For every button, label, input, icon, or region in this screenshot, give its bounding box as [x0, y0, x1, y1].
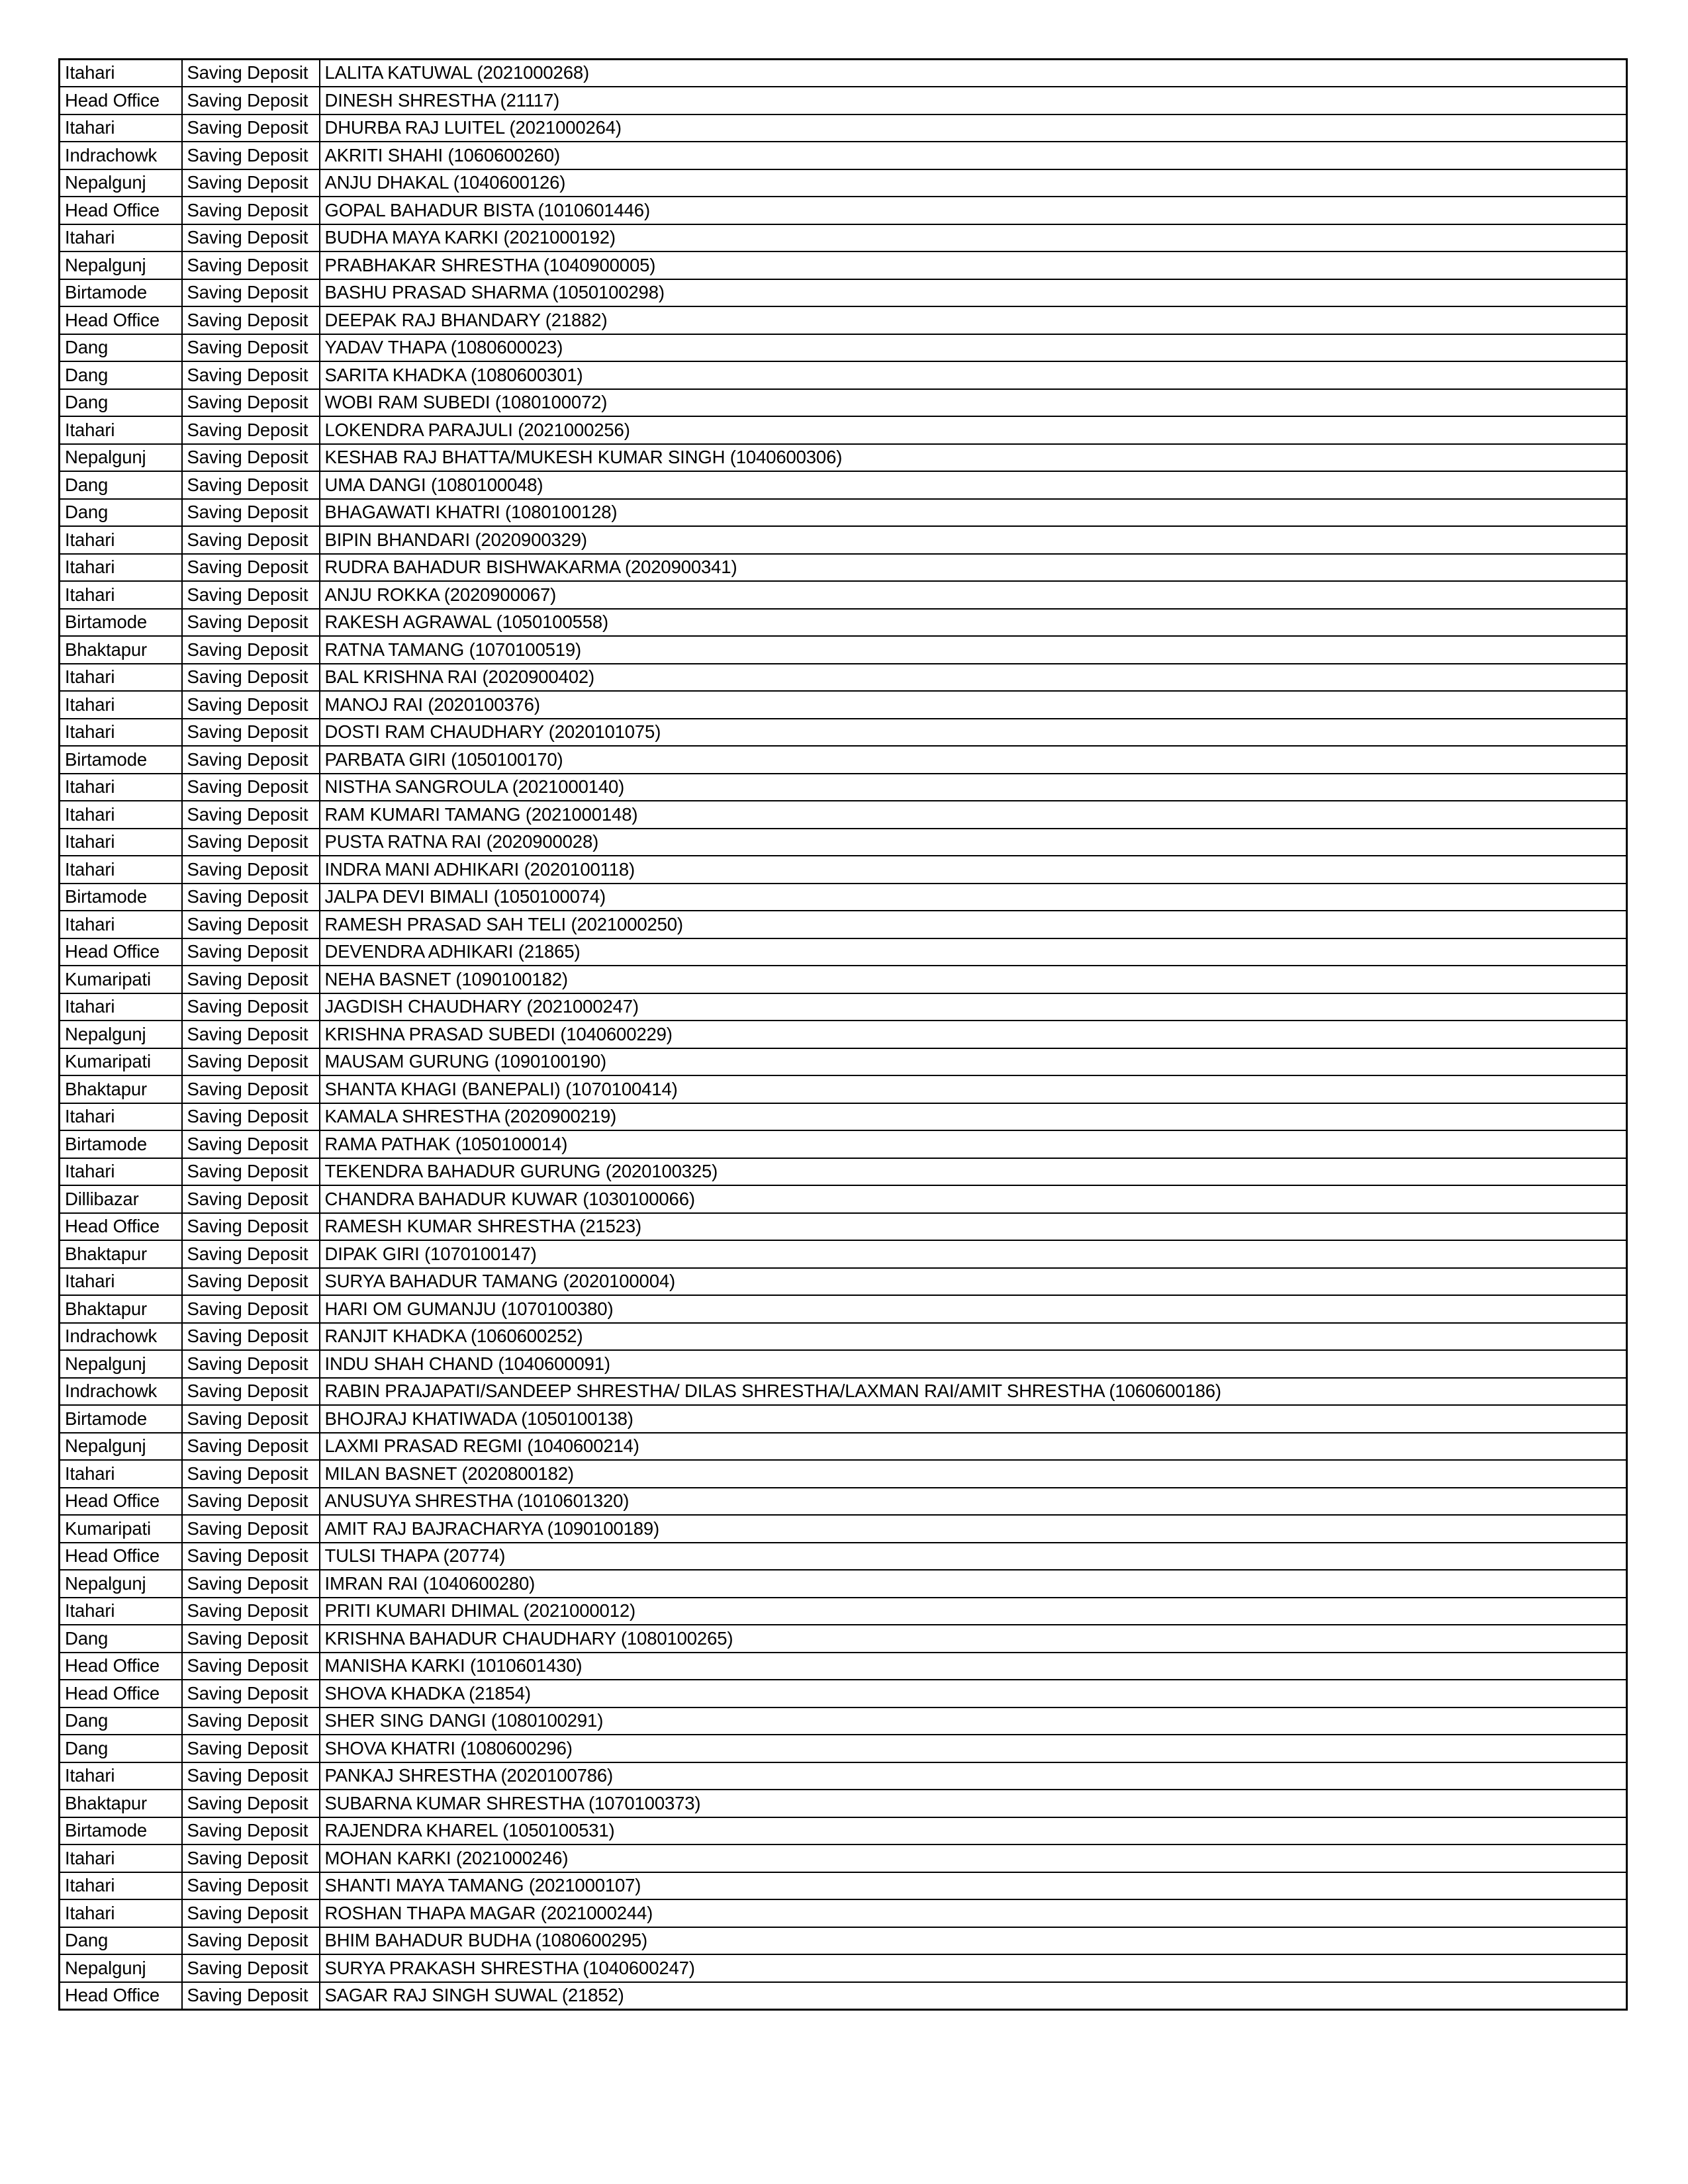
table-row — [60, 746, 1627, 774]
cell-product: Saving Deposit — [182, 306, 320, 334]
table-row — [60, 856, 1627, 884]
cell-branch: Nepalgunj — [60, 1021, 182, 1048]
cell-account-holder: BHIM BAHADUR BUDHA (1080600295) — [320, 1927, 1627, 1955]
cell-branch: Itahari — [60, 416, 182, 444]
cell-account-holder: RAMESH KUMAR SHRESTHA (21523) — [320, 1213, 1627, 1241]
table-row — [60, 251, 1627, 279]
cell-account-holder: BAL KRISHNA RAI (2020900402) — [320, 664, 1627, 692]
cell-account-holder: UMA DANGI (1080100048) — [320, 471, 1627, 499]
cell-account-holder: SHER SING DANGI (1080100291) — [320, 1707, 1627, 1735]
cell-branch: Kumaripati — [60, 966, 182, 993]
cell-branch: Head Office — [60, 1543, 182, 1570]
cell-account-holder: DEVENDRA ADHIKARI (21865) — [320, 938, 1627, 966]
cell-product: Saving Deposit — [182, 1954, 320, 1982]
table-row — [60, 224, 1627, 252]
cell-product: Saving Deposit — [182, 636, 320, 664]
cell-branch: Birtamode — [60, 279, 182, 307]
cell-account-holder: ANJU ROKKA (2020900067) — [320, 581, 1627, 609]
table-row — [60, 1570, 1627, 1598]
table-row — [60, 801, 1627, 829]
cell-account-holder: BASHU PRASAD SHARMA (1050100298) — [320, 279, 1627, 307]
cell-branch: Bhaktapur — [60, 1790, 182, 1817]
cell-account-holder: RAMESH PRASAD SAH TELI (2021000250) — [320, 911, 1627, 938]
cell-branch: Dang — [60, 361, 182, 389]
table-row — [60, 1158, 1627, 1186]
table-row — [60, 993, 1627, 1021]
table-row — [60, 1954, 1627, 1982]
cell-account-holder: MILAN BASNET (2020800182) — [320, 1460, 1627, 1488]
cell-product: Saving Deposit — [182, 499, 320, 527]
cell-product: Saving Deposit — [182, 169, 320, 197]
cell-product: Saving Deposit — [182, 1844, 320, 1872]
cell-product: Saving Deposit — [182, 1405, 320, 1433]
cell-product: Saving Deposit — [182, 1982, 320, 2010]
cell-product: Saving Deposit — [182, 1570, 320, 1598]
cell-account-holder: MANISHA KARKI (1010601430) — [320, 1653, 1627, 1680]
table-row — [60, 1653, 1627, 1680]
table-row — [60, 1213, 1627, 1241]
cell-account-holder: SHANTI MAYA TAMANG (2021000107) — [320, 1872, 1627, 1900]
cell-product: Saving Deposit — [182, 1021, 320, 1048]
cell-account-holder: ANJU DHAKAL (1040600126) — [320, 169, 1627, 197]
cell-branch: Head Office — [60, 197, 182, 224]
table-row — [60, 1872, 1627, 1900]
cell-product: Saving Deposit — [182, 416, 320, 444]
cell-product: Saving Deposit — [182, 966, 320, 993]
cell-branch: Head Office — [60, 1982, 182, 2010]
cell-branch: Itahari — [60, 1103, 182, 1131]
cell-account-holder: RAMA PATHAK (1050100014) — [320, 1130, 1627, 1158]
cell-account-holder: CHANDRA BAHADUR KUWAR (1030100066) — [320, 1185, 1627, 1213]
cell-product: Saving Deposit — [182, 719, 320, 747]
cell-product: Saving Deposit — [182, 911, 320, 938]
cell-product: Saving Deposit — [182, 444, 320, 472]
cell-branch: Head Office — [60, 306, 182, 334]
cell-account-holder: DINESH SHRESTHA (21117) — [320, 87, 1627, 114]
cell-product: Saving Deposit — [182, 1295, 320, 1323]
cell-branch: Itahari — [60, 60, 182, 87]
table-row — [60, 279, 1627, 307]
cell-account-holder: MANOJ RAI (2020100376) — [320, 691, 1627, 719]
cell-product: Saving Deposit — [182, 471, 320, 499]
cell-account-holder: SURYA PRAKASH SHRESTHA (1040600247) — [320, 1954, 1627, 1982]
cell-branch: Birtamode — [60, 1130, 182, 1158]
cell-product: Saving Deposit — [182, 1130, 320, 1158]
cell-account-holder: INDU SHAH CHAND (1040600091) — [320, 1350, 1627, 1378]
table-row — [60, 1021, 1627, 1048]
cell-account-holder: PRITI KUMARI DHIMAL (2021000012) — [320, 1598, 1627, 1625]
cell-product: Saving Deposit — [182, 1460, 320, 1488]
table-row — [60, 142, 1627, 169]
cell-branch: Bhaktapur — [60, 636, 182, 664]
cell-branch: Itahari — [60, 1899, 182, 1927]
table-row — [60, 1295, 1627, 1323]
cell-product: Saving Deposit — [182, 774, 320, 801]
cell-branch: Nepalgunj — [60, 251, 182, 279]
cell-branch: Nepalgunj — [60, 1433, 182, 1461]
cell-product: Saving Deposit — [182, 609, 320, 637]
table-row — [60, 1185, 1627, 1213]
cell-product: Saving Deposit — [182, 884, 320, 911]
cell-branch: Itahari — [60, 691, 182, 719]
cell-product: Saving Deposit — [182, 1762, 320, 1790]
cell-product: Saving Deposit — [182, 664, 320, 692]
cell-branch: Itahari — [60, 993, 182, 1021]
table-row — [60, 1598, 1627, 1625]
cell-branch: Itahari — [60, 911, 182, 938]
table-row — [60, 60, 1627, 87]
cell-branch: Dang — [60, 1707, 182, 1735]
cell-product: Saving Deposit — [182, 581, 320, 609]
cell-product: Saving Deposit — [182, 334, 320, 362]
cell-product: Saving Deposit — [182, 1378, 320, 1406]
cell-branch: Birtamode — [60, 884, 182, 911]
table-row — [60, 1350, 1627, 1378]
table-row — [60, 114, 1627, 142]
cell-product: Saving Deposit — [182, 1075, 320, 1103]
cell-account-holder: DHURBA RAJ LUITEL (2021000264) — [320, 114, 1627, 142]
cell-product: Saving Deposit — [182, 801, 320, 829]
cell-branch: Head Office — [60, 1488, 182, 1516]
cell-product: Saving Deposit — [182, 197, 320, 224]
table-row — [60, 664, 1627, 692]
table-row — [60, 719, 1627, 747]
cell-account-holder: BHAGAWATI KHATRI (1080100128) — [320, 499, 1627, 527]
cell-account-holder: DIPAK GIRI (1070100147) — [320, 1240, 1627, 1268]
cell-product: Saving Deposit — [182, 1350, 320, 1378]
cell-account-holder: JAGDISH CHAUDHARY (2021000247) — [320, 993, 1627, 1021]
table-row — [60, 471, 1627, 499]
cell-branch: Bhaktapur — [60, 1075, 182, 1103]
cell-account-holder: KRISHNA PRASAD SUBEDI (1040600229) — [320, 1021, 1627, 1048]
cell-account-holder: KAMALA SHRESTHA (2020900219) — [320, 1103, 1627, 1131]
cell-product: Saving Deposit — [182, 1185, 320, 1213]
cell-branch: Dang — [60, 499, 182, 527]
cell-account-holder: IMRAN RAI (1040600280) — [320, 1570, 1627, 1598]
cell-product: Saving Deposit — [182, 1872, 320, 1900]
cell-branch: Itahari — [60, 664, 182, 692]
cell-product: Saving Deposit — [182, 1323, 320, 1351]
cell-account-holder: HARI OM GUMANJU (1070100380) — [320, 1295, 1627, 1323]
cell-product: Saving Deposit — [182, 1048, 320, 1076]
table-row — [60, 87, 1627, 114]
cell-product: Saving Deposit — [182, 389, 320, 417]
table-row — [60, 1817, 1627, 1845]
table-row — [60, 1433, 1627, 1461]
table-row — [60, 1982, 1627, 2010]
table-row — [60, 1378, 1627, 1406]
table-row — [60, 1130, 1627, 1158]
cell-account-holder: MOHAN KARKI (2021000246) — [320, 1844, 1627, 1872]
cell-account-holder: PARBATA GIRI (1050100170) — [320, 746, 1627, 774]
table-row — [60, 526, 1627, 554]
cell-branch: Itahari — [60, 224, 182, 252]
table-row — [60, 554, 1627, 582]
table-row — [60, 636, 1627, 664]
cell-account-holder: RAM KUMARI TAMANG (2021000148) — [320, 801, 1627, 829]
cell-branch: Itahari — [60, 114, 182, 142]
cell-branch: Itahari — [60, 719, 182, 747]
cell-branch: Nepalgunj — [60, 1954, 182, 1982]
table-row — [60, 169, 1627, 197]
cell-product: Saving Deposit — [182, 1790, 320, 1817]
table-row — [60, 389, 1627, 417]
cell-account-holder: RAJENDRA KHAREL (1050100531) — [320, 1817, 1627, 1845]
cell-product: Saving Deposit — [182, 746, 320, 774]
cell-branch: Dillibazar — [60, 1185, 182, 1213]
cell-account-holder: DOSTI RAM CHAUDHARY (2020101075) — [320, 719, 1627, 747]
table-row — [60, 1075, 1627, 1103]
cell-branch: Itahari — [60, 1158, 182, 1186]
table-row — [60, 1707, 1627, 1735]
cell-branch: Dang — [60, 334, 182, 362]
table-row — [60, 581, 1627, 609]
table-body — [60, 60, 1627, 2010]
cell-product: Saving Deposit — [182, 1240, 320, 1268]
cell-account-holder: LOKENDRA PARAJULI (2021000256) — [320, 416, 1627, 444]
cell-branch: Itahari — [60, 1872, 182, 1900]
cell-product: Saving Deposit — [182, 1735, 320, 1762]
cell-account-holder: RATNA TAMANG (1070100519) — [320, 636, 1627, 664]
table-row — [60, 416, 1627, 444]
table-row — [60, 911, 1627, 938]
cell-branch: Nepalgunj — [60, 1350, 182, 1378]
cell-branch: Indrachowk — [60, 1378, 182, 1406]
cell-product: Saving Deposit — [182, 60, 320, 87]
account-holders-table — [58, 58, 1628, 2011]
table-row — [60, 361, 1627, 389]
table-row — [60, 1103, 1627, 1131]
cell-branch: Bhaktapur — [60, 1240, 182, 1268]
cell-product: Saving Deposit — [182, 1515, 320, 1543]
cell-account-holder: SAGAR RAJ SINGH SUWAL (21852) — [320, 1982, 1627, 2010]
cell-account-holder: RABIN PRAJAPATI/SANDEEP SHRESTHA/ DILAS SHRESTHA/LAXMAN RAI/AMIT SHRESTHA (1060600186) — [320, 1378, 1627, 1406]
cell-branch: Nepalgunj — [60, 169, 182, 197]
cell-product: Saving Deposit — [182, 1598, 320, 1625]
table-row — [60, 1625, 1627, 1653]
cell-account-holder: WOBI RAM SUBEDI (1080100072) — [320, 389, 1627, 417]
cell-branch: Dang — [60, 1927, 182, 1955]
cell-product: Saving Deposit — [182, 1625, 320, 1653]
table-row — [60, 499, 1627, 527]
cell-product: Saving Deposit — [182, 1653, 320, 1680]
cell-product: Saving Deposit — [182, 87, 320, 114]
table-row — [60, 938, 1627, 966]
table-row — [60, 334, 1627, 362]
cell-account-holder: ROSHAN THAPA MAGAR (2021000244) — [320, 1899, 1627, 1927]
cell-product: Saving Deposit — [182, 1899, 320, 1927]
cell-account-holder: SUBARNA KUMAR SHRESTHA (1070100373) — [320, 1790, 1627, 1817]
cell-account-holder: KRISHNA BAHADUR CHAUDHARY (1080100265) — [320, 1625, 1627, 1653]
cell-branch: Birtamode — [60, 609, 182, 637]
table-row — [60, 1268, 1627, 1296]
cell-product: Saving Deposit — [182, 526, 320, 554]
table-row — [60, 306, 1627, 334]
cell-product: Saving Deposit — [182, 251, 320, 279]
cell-product: Saving Deposit — [182, 279, 320, 307]
cell-account-holder: MAUSAM GURUNG (1090100190) — [320, 1048, 1627, 1076]
cell-account-holder: RANJIT KHADKA (1060600252) — [320, 1323, 1627, 1351]
cell-branch: Itahari — [60, 1598, 182, 1625]
cell-product: Saving Deposit — [182, 1433, 320, 1461]
cell-branch: Itahari — [60, 801, 182, 829]
table-row — [60, 1048, 1627, 1076]
cell-account-holder: PANKAJ SHRESTHA (2020100786) — [320, 1762, 1627, 1790]
table-row — [60, 1488, 1627, 1516]
cell-account-holder: PRABHAKAR SHRESTHA (1040900005) — [320, 251, 1627, 279]
cell-branch: Itahari — [60, 774, 182, 801]
cell-product: Saving Deposit — [182, 1680, 320, 1707]
cell-branch: Itahari — [60, 1268, 182, 1296]
cell-account-holder: LALITA KATUWAL (2021000268) — [320, 60, 1627, 87]
table-row — [60, 1460, 1627, 1488]
table-row — [60, 966, 1627, 993]
cell-account-holder: RAKESH AGRAWAL (1050100558) — [320, 609, 1627, 637]
cell-product: Saving Deposit — [182, 993, 320, 1021]
table-row — [60, 1844, 1627, 1872]
cell-branch: Nepalgunj — [60, 1570, 182, 1598]
cell-branch: Birtamode — [60, 746, 182, 774]
cell-account-holder: INDRA MANI ADHIKARI (2020100118) — [320, 856, 1627, 884]
cell-product: Saving Deposit — [182, 554, 320, 582]
cell-account-holder: SHANTA KHAGI (BANEPALI) (1070100414) — [320, 1075, 1627, 1103]
table-row — [60, 1790, 1627, 1817]
table-row — [60, 1240, 1627, 1268]
cell-account-holder: DEEPAK RAJ BHANDARY (21882) — [320, 306, 1627, 334]
table-row — [60, 1323, 1627, 1351]
table-row — [60, 197, 1627, 224]
cell-branch: Itahari — [60, 1460, 182, 1488]
cell-branch: Itahari — [60, 1844, 182, 1872]
cell-account-holder: RUDRA BAHADUR BISHWAKARMA (2020900341) — [320, 554, 1627, 582]
cell-branch: Dang — [60, 389, 182, 417]
cell-branch: Head Office — [60, 938, 182, 966]
cell-account-holder: SURYA BAHADUR TAMANG (2020100004) — [320, 1268, 1627, 1296]
table-row — [60, 1543, 1627, 1570]
cell-branch: Itahari — [60, 829, 182, 856]
cell-branch: Kumaripati — [60, 1048, 182, 1076]
cell-branch: Bhaktapur — [60, 1295, 182, 1323]
cell-branch: Dang — [60, 471, 182, 499]
table-row — [60, 609, 1627, 637]
table-row — [60, 1515, 1627, 1543]
cell-account-holder: AMIT RAJ BAJRACHARYA (1090100189) — [320, 1515, 1627, 1543]
cell-account-holder: NEHA BASNET (1090100182) — [320, 966, 1627, 993]
cell-account-holder: BHOJRAJ KHATIWADA (1050100138) — [320, 1405, 1627, 1433]
cell-product: Saving Deposit — [182, 691, 320, 719]
table-row — [60, 1899, 1627, 1927]
cell-account-holder: KESHAB RAJ BHATTA/MUKESH KUMAR SINGH (1040600306) — [320, 444, 1627, 472]
table-row — [60, 884, 1627, 911]
table-row — [60, 1405, 1627, 1433]
cell-branch: Head Office — [60, 1653, 182, 1680]
table-row — [60, 1735, 1627, 1762]
cell-branch: Dang — [60, 1625, 182, 1653]
table-row — [60, 1680, 1627, 1707]
cell-branch: Kumaripati — [60, 1515, 182, 1543]
cell-product: Saving Deposit — [182, 1707, 320, 1735]
table-row — [60, 774, 1627, 801]
cell-branch: Itahari — [60, 1762, 182, 1790]
table-row — [60, 691, 1627, 719]
cell-account-holder: LAXMI PRASAD REGMI (1040600214) — [320, 1433, 1627, 1461]
cell-branch: Birtamode — [60, 1817, 182, 1845]
cell-account-holder: SHOVA KHATRI (1080600296) — [320, 1735, 1627, 1762]
table-row — [60, 444, 1627, 472]
cell-branch: Itahari — [60, 581, 182, 609]
table-row — [60, 1762, 1627, 1790]
cell-product: Saving Deposit — [182, 938, 320, 966]
cell-branch: Indrachowk — [60, 142, 182, 169]
cell-account-holder: PUSTA RATNA RAI (2020900028) — [320, 829, 1627, 856]
cell-product: Saving Deposit — [182, 1488, 320, 1516]
cell-product: Saving Deposit — [182, 1817, 320, 1845]
cell-branch: Head Office — [60, 87, 182, 114]
cell-account-holder: ANUSUYA SHRESTHA (1010601320) — [320, 1488, 1627, 1516]
cell-branch: Itahari — [60, 554, 182, 582]
cell-account-holder: GOPAL BAHADUR BISTA (1010601446) — [320, 197, 1627, 224]
cell-account-holder: BUDHA MAYA KARKI (2021000192) — [320, 224, 1627, 252]
cell-account-holder: BIPIN BHANDARI (2020900329) — [320, 526, 1627, 554]
cell-account-holder: TEKENDRA BAHADUR GURUNG (2020100325) — [320, 1158, 1627, 1186]
table-row — [60, 1927, 1627, 1955]
cell-branch: Indrachowk — [60, 1323, 182, 1351]
cell-branch: Itahari — [60, 856, 182, 884]
cell-product: Saving Deposit — [182, 1543, 320, 1570]
cell-branch: Head Office — [60, 1213, 182, 1241]
cell-product: Saving Deposit — [182, 1268, 320, 1296]
cell-account-holder: TULSI THAPA (20774) — [320, 1543, 1627, 1570]
cell-account-holder: SHOVA KHADKA (21854) — [320, 1680, 1627, 1707]
cell-product: Saving Deposit — [182, 142, 320, 169]
cell-branch: Birtamode — [60, 1405, 182, 1433]
cell-branch: Dang — [60, 1735, 182, 1762]
cell-account-holder: SARITA KHADKA (1080600301) — [320, 361, 1627, 389]
cell-product: Saving Deposit — [182, 1927, 320, 1955]
cell-branch: Nepalgunj — [60, 444, 182, 472]
cell-branch: Head Office — [60, 1680, 182, 1707]
cell-account-holder: NISTHA SANGROULA (2021000140) — [320, 774, 1627, 801]
table-row — [60, 829, 1627, 856]
cell-product: Saving Deposit — [182, 856, 320, 884]
cell-product: Saving Deposit — [182, 1158, 320, 1186]
cell-product: Saving Deposit — [182, 224, 320, 252]
cell-product: Saving Deposit — [182, 829, 320, 856]
cell-account-holder: JALPA DEVI BIMALI (1050100074) — [320, 884, 1627, 911]
cell-branch: Itahari — [60, 526, 182, 554]
cell-account-holder: AKRITI SHAHI (1060600260) — [320, 142, 1627, 169]
cell-product: Saving Deposit — [182, 114, 320, 142]
cell-account-holder: YADAV THAPA (1080600023) — [320, 334, 1627, 362]
cell-product: Saving Deposit — [182, 1103, 320, 1131]
cell-product: Saving Deposit — [182, 1213, 320, 1241]
cell-product: Saving Deposit — [182, 361, 320, 389]
